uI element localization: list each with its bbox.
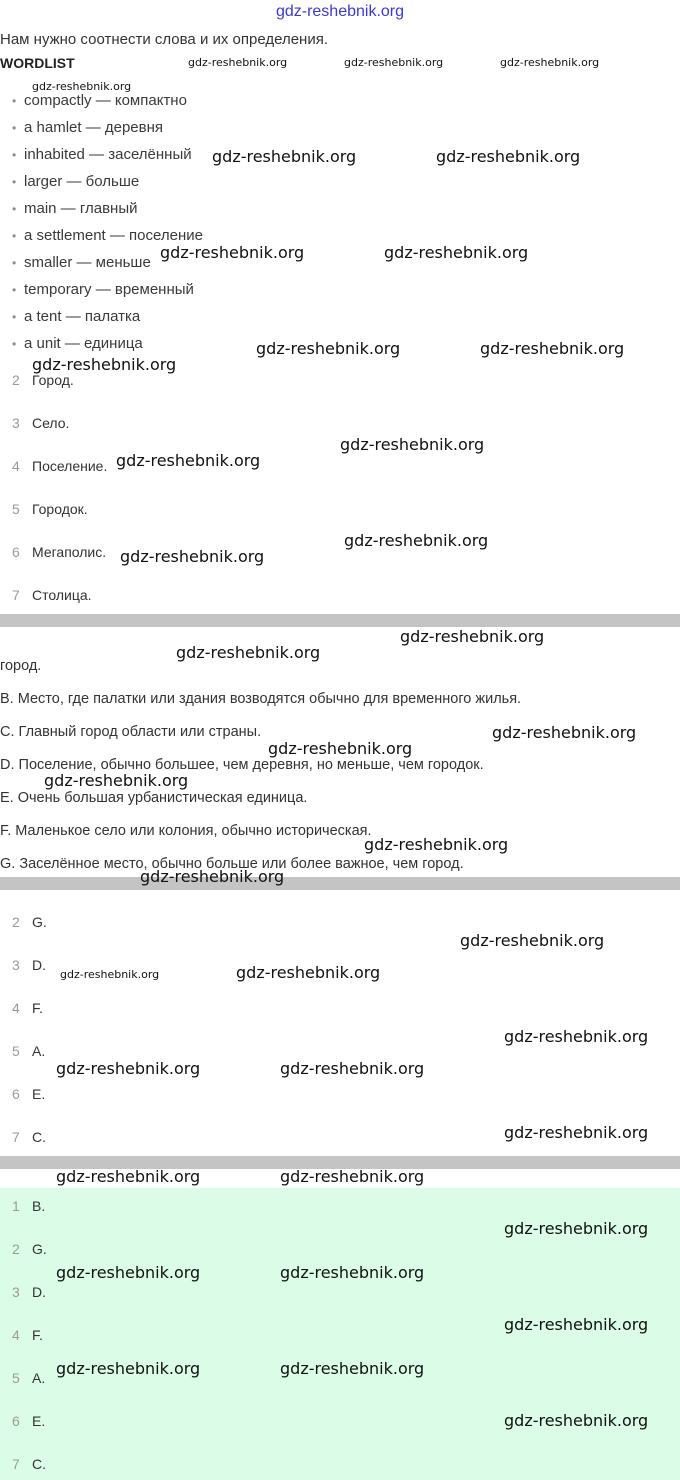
section-divider [0, 614, 680, 627]
final-answer-item: 5 A. [12, 1370, 46, 1386]
definition-line: G. Заселённое место, обычно больше или более важное, чем город. [0, 856, 464, 872]
final-answer-item: 6 E. [12, 1413, 46, 1429]
watermark: gdz-reshebnik.org [492, 723, 637, 742]
final-answer-item: 3 D. [12, 1284, 46, 1300]
final-answer-item: 1 B. [12, 1198, 46, 1214]
watermark: gdz-reshebnik.org [504, 1219, 649, 1238]
wordlist-item: • compactly — компактно [12, 92, 187, 109]
definition-line: D. Поселение, обычно большее, чем деревня, но меньше, чем городок. [0, 757, 484, 773]
watermark: gdz-reshebnik.org [480, 339, 625, 358]
watermark: gdz-reshebnik.org [176, 643, 321, 662]
wordlist-item: • a hamlet — деревня [12, 119, 164, 136]
definition-line: E. Очень большая урбанистическая единица. [0, 790, 308, 806]
wordlist-item: • larger — больше [12, 173, 140, 190]
watermark: gdz-reshebnik.org [460, 931, 605, 950]
watermark: gdz-reshebnik.org [32, 355, 177, 374]
answer-item: 2 G. [12, 914, 47, 930]
bullet-icon: • [12, 310, 17, 324]
watermark: gdz-reshebnik.org [256, 339, 401, 358]
final-answer-item: 4 F. [12, 1327, 43, 1343]
wordlist-item: • inhabited — заселённый [12, 146, 192, 163]
bullet-icon: • [12, 94, 17, 108]
task-instruction: Нам нужно соотнести слова и их определения. [0, 31, 329, 48]
watermark: gdz-reshebnik.org [188, 56, 288, 69]
watermark: gdz-reshebnik.org [32, 80, 132, 93]
watermark: gdz-reshebnik.org [280, 1059, 425, 1078]
wordlist-item: • a tent — палатка [12, 308, 141, 325]
wordlist-item: • main — главный [12, 200, 138, 217]
watermark: gdz-reshebnik.org [140, 867, 285, 886]
watermark: gdz-reshebnik.org [344, 531, 489, 550]
settlement-type-item: 3 Село. [12, 415, 70, 431]
site-title[interactable]: gdz-reshebnik.org [275, 3, 405, 20]
watermark: gdz-reshebnik.org [120, 547, 265, 566]
settlement-type-item: 6 Мегаполис. [12, 544, 107, 560]
bullet-icon: • [12, 283, 17, 297]
answer-item: 4 F. [12, 1000, 43, 1016]
watermark: gdz-reshebnik.org [364, 835, 509, 854]
wordlist-item: • smaller — меньше [12, 254, 151, 271]
watermark: gdz-reshebnik.org [268, 739, 413, 758]
watermark: gdz-reshebnik.org [56, 1263, 201, 1282]
settlement-type-item: 5 Городок. [12, 501, 88, 517]
watermark: gdz-reshebnik.org [160, 243, 305, 262]
bullet-icon: • [12, 148, 17, 162]
watermark: gdz-reshebnik.org [280, 1263, 425, 1282]
watermark: gdz-reshebnik.org [340, 435, 485, 454]
definition-line: F. Маленькое село или колония, обычно историческая. [0, 823, 372, 839]
bullet-icon: • [12, 202, 17, 216]
answer-item: 3 D. [12, 957, 46, 973]
watermark: gdz-reshebnik.org [60, 968, 160, 981]
definition-line: C. Главный город области или страны. [0, 724, 262, 740]
watermark: gdz-reshebnik.org [56, 1167, 201, 1186]
answer-item: 7 C. [12, 1129, 46, 1145]
watermark: gdz-reshebnik.org [280, 1359, 425, 1378]
settlement-type-item: 7 Столица. [12, 587, 92, 603]
final-answer-item: 2 G. [12, 1241, 47, 1257]
bullet-icon: • [12, 256, 17, 270]
watermark: gdz-reshebnik.org [504, 1411, 649, 1430]
watermark: gdz-reshebnik.org [212, 147, 357, 166]
definition-line: B. Место, где палатки или здания возводятся обычно для временного жилья. [0, 691, 522, 707]
watermark: gdz-reshebnik.org [56, 1359, 201, 1378]
answer-item: 5 A. [12, 1043, 46, 1059]
wordlist-item: • temporary — временный [12, 281, 194, 298]
wordlist-item: • a unit — единица [12, 335, 143, 352]
bullet-icon: • [12, 337, 17, 351]
settlement-type-item: 4 Поселение. [12, 458, 108, 474]
watermark: gdz-reshebnik.org [500, 56, 600, 69]
watermark: gdz-reshebnik.org [116, 451, 261, 470]
watermark: gdz-reshebnik.org [280, 1167, 425, 1186]
watermark: gdz-reshebnik.org [436, 147, 581, 166]
watermark: gdz-reshebnik.org [504, 1027, 649, 1046]
definition-line: город. [0, 658, 42, 674]
settlement-type-item: 2 Город. [12, 372, 74, 388]
watermark: gdz-reshebnik.org [236, 963, 381, 982]
bullet-icon: • [12, 121, 17, 135]
final-answer-item: 7 C. [12, 1456, 46, 1472]
bullet-icon: • [12, 229, 17, 243]
bullet-icon: • [12, 175, 17, 189]
watermark: gdz-reshebnik.org [344, 56, 444, 69]
watermark: gdz-reshebnik.org [504, 1315, 649, 1334]
section-divider [0, 877, 680, 890]
watermark: gdz-reshebnik.org [504, 1123, 649, 1142]
watermark: gdz-reshebnik.org [56, 1059, 201, 1078]
answer-item: 6 E. [12, 1086, 46, 1102]
wordlist-heading: WORDLIST [0, 55, 75, 71]
watermark: gdz-reshebnik.org [384, 243, 529, 262]
watermark: gdz-reshebnik.org [44, 771, 189, 790]
wordlist-item: • a settlement — поселение [12, 227, 203, 244]
watermark: gdz-reshebnik.org [400, 627, 545, 646]
